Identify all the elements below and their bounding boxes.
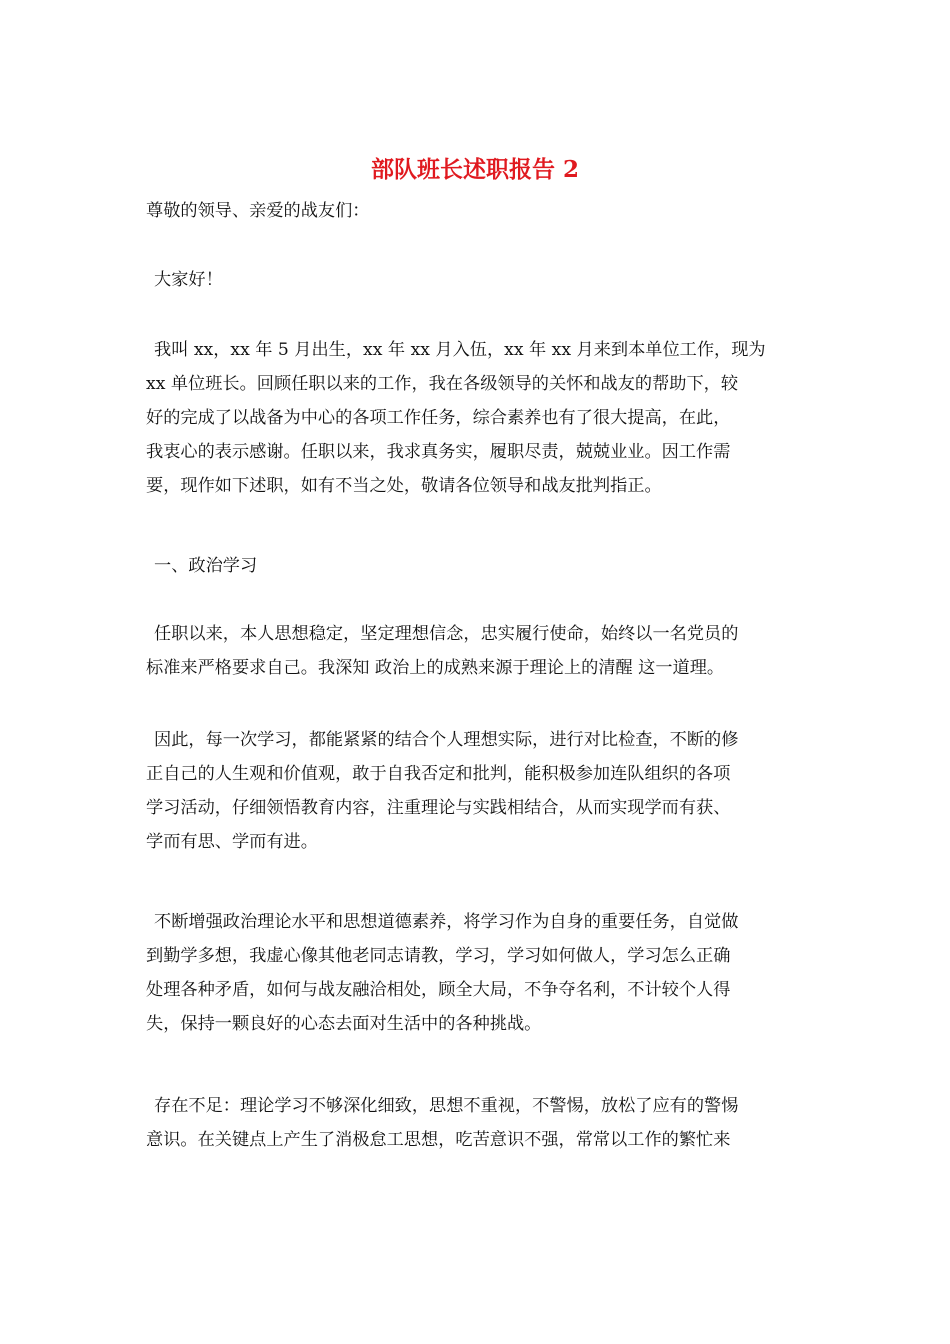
intro-line-5: 要，现作如下述职，如有不当之处，敬请各位领导和战友批判指正。 xyxy=(146,476,662,496)
section1-paragraph-1 xyxy=(146,617,816,685)
section-heading xyxy=(146,549,816,583)
s1p4-line-2: 意识。在关键点上产生了消极怠工思想，吃苦意识不强，常常以工作的繁忙来 xyxy=(146,1130,731,1150)
section1-paragraph-3 xyxy=(146,905,816,1041)
s1p4-line-1: 存在不足：理论学习不够深化细致，思想不重视，不警惕，放松了应有的警惕 xyxy=(154,1096,739,1116)
s1p3-line-4: 失，保持一颗良好的心态去面对生活中的各种挑战。 xyxy=(146,1014,542,1034)
s1p2-line-1: 因此，每一次学习，都能紧紧的结合个人理想实际，进行对比检查，不断的修 xyxy=(154,730,739,750)
intro-line-4: 我衷心的表示感谢。任职以来，我求真务实，履职尽责，兢兢业业。因工作需 xyxy=(146,442,731,462)
intro-line-2: xx 单位班长。回顾任职以来的工作，我在各级领导的关怀和战友的帮助下，较 xyxy=(146,374,739,394)
greeting-line xyxy=(146,194,816,228)
section1-paragraph-4 xyxy=(146,1089,816,1157)
s1p3-line-3: 处理各种矛盾，如何与战友融洽相处，顾全大局，不争夺名利，不计较个人得 xyxy=(146,980,731,1000)
s1p2-line-2: 正自己的人生观和价值观，敢于自我否定和批判，能积极参加连队组织的各项 xyxy=(146,764,731,784)
s1p1-line-2: 标准来严格要求自己。我深知 政治上的成熟来源于理论上的清醒 这一道理。 xyxy=(146,658,725,678)
section1-paragraph-2 xyxy=(146,723,816,859)
document-title: 部队班长述职报告 2 xyxy=(370,156,579,183)
hello-text: 大家好！ xyxy=(154,270,223,290)
s1p3-line-1: 不断增强政治理论水平和思想道德素养，将学习作为自身的重要任务，自觉做 xyxy=(154,912,739,932)
intro-line-3: 好的完成了以战备为中心的各项工作任务，综合素养也有了很大提高，在此， xyxy=(146,408,731,428)
hello-line xyxy=(146,263,816,297)
s1p3-line-2: 到勤学多想，我虚心像其他老同志请教，学习，学习如何做人，学习怎么正确 xyxy=(146,946,731,966)
s1p1-line-1: 任职以来，本人思想稳定，坚定理想信念，忠实履行使命，始终以一名党员的 xyxy=(154,624,739,644)
s1p2-line-3: 学习活动，仔细领悟教育内容，注重理论与实践相结合，从而实现学而有获、 xyxy=(146,798,731,818)
greeting-text: 尊敬的领导、亲爱的战友们： xyxy=(146,201,370,221)
s1p2-line-4: 学而有思、学而有进。 xyxy=(146,832,318,852)
intro-paragraph xyxy=(146,333,816,503)
section1-heading-text: 一、政治学习 xyxy=(154,556,258,576)
intro-line-1: 我叫 xx，xx 年 5 月出生，xx 年 xx 月入伍，xx 年 xx 月来到本单位工作，现为 xyxy=(154,340,766,360)
